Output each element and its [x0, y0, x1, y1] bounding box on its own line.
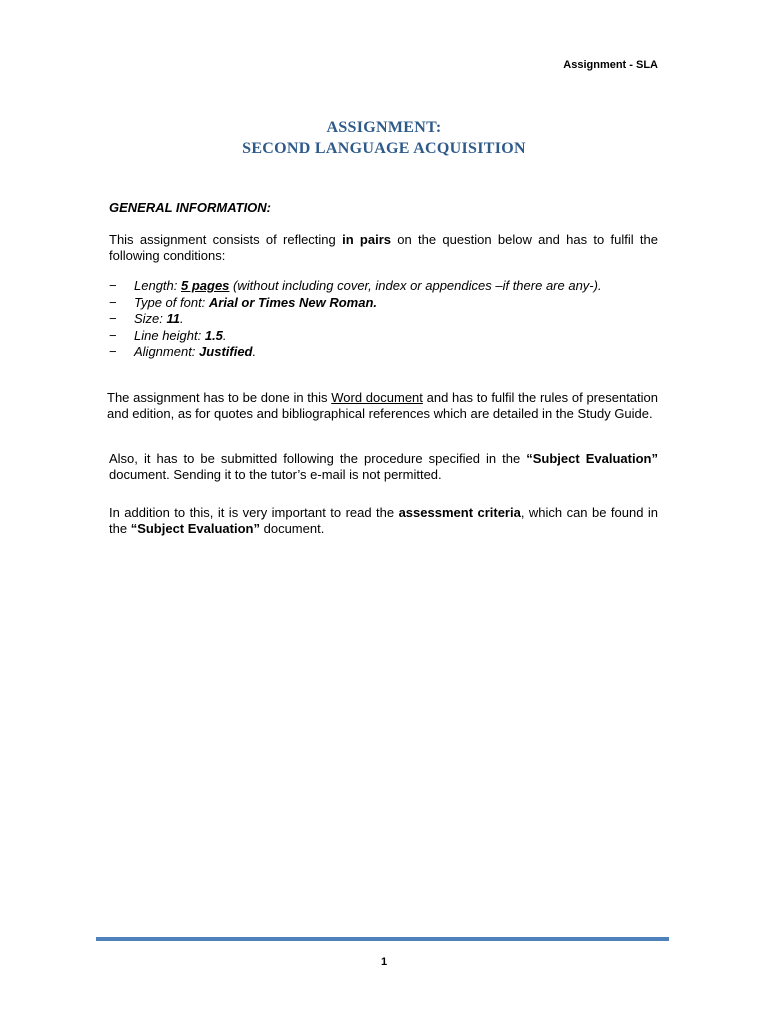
section-heading: GENERAL INFORMATION: [109, 200, 272, 215]
condition-end: . [180, 311, 184, 326]
criteria-text-1: In addition to this, it is very important to read the [109, 505, 399, 520]
list-bullet: − [109, 294, 117, 310]
list-bullet: − [109, 327, 117, 343]
condition-label: Line height: [134, 327, 205, 343]
list-item [109, 328, 669, 345]
submission-bold: “Subject Evaluation” [526, 451, 658, 466]
word-document-paragraph [107, 390, 658, 422]
condition-label: Size: [134, 311, 167, 326]
title-line-2: SECOND LANGUAGE ACQUISITION [242, 140, 526, 157]
footer-rule [96, 937, 669, 941]
word-text-1: The assignment has to be done in this [107, 390, 332, 405]
running-header: Assignment - SLA [563, 59, 658, 71]
list-bullet: − [109, 344, 117, 359]
condition-value: 1.5 [204, 327, 223, 343]
criteria-bold-1: assessment criteria [398, 505, 521, 520]
condition-label: Type of font: [134, 294, 209, 310]
intro-paragraph [109, 232, 658, 264]
intro-text-1: This assignment consists of reflecting [109, 232, 343, 247]
condition-value: Arial or Times New Roman. [208, 294, 378, 310]
document-title [0, 117, 768, 159]
condition-value: 5 pages [181, 278, 230, 293]
criteria-text-2: , which can be found in the [109, 505, 658, 536]
conditions-list [109, 278, 669, 361]
list-item [109, 278, 669, 295]
list-item [109, 295, 669, 312]
condition-end: . [252, 344, 257, 359]
title-line-1: ASSIGNMENT: [326, 119, 442, 136]
condition-label: Length: [134, 278, 181, 293]
intro-bold: in pairs [342, 232, 391, 247]
criteria-bold-2: “Subject Evaluation” [130, 521, 260, 536]
condition-label: Alignment: [134, 344, 200, 359]
word-document-link-text: Word document [331, 390, 423, 405]
submission-text-1: Also, it has to be submitted following the procedure specified in the [109, 451, 527, 466]
intro-text-2: on the question below and has to fulfil the following conditions: [109, 232, 658, 263]
submission-text-2: document. Sending it to the tutor’s e-mail is not permitted. [109, 467, 442, 482]
condition-end: . [222, 327, 227, 343]
list-item [109, 311, 669, 328]
page-number: 1 [380, 956, 388, 968]
word-text-2: and has to fulfil the rules of presentation and edition, as for quotes and bibliographical references which are detailed in the Study Guide. [107, 390, 658, 421]
condition-value: Justified [199, 344, 253, 359]
criteria-text-3: document. [260, 521, 325, 536]
list-bullet: − [109, 278, 117, 293]
list-bullet: − [109, 311, 117, 326]
condition-value: 11 [166, 311, 181, 326]
condition-note: (without including cover, index or appendices –if there are any-). [229, 278, 602, 293]
list-item [109, 344, 669, 361]
submission-paragraph [109, 451, 658, 483]
criteria-paragraph [109, 505, 658, 537]
